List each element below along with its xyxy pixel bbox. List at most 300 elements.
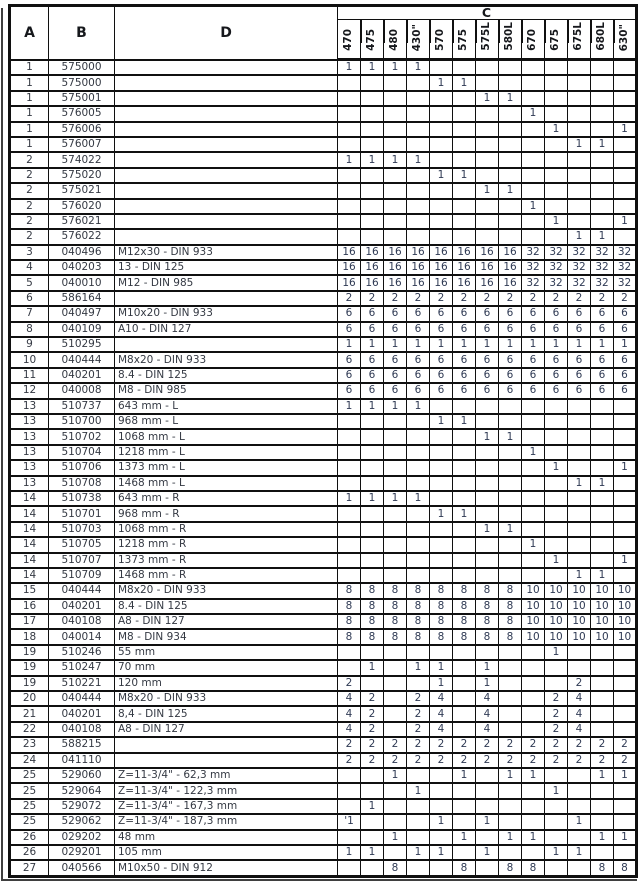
cell-qty-580L [499,106,522,121]
model-column-label: 570 [434,29,447,51]
cell-qty-430in: 16 [407,260,430,275]
cell-qty-470 [338,445,361,460]
cell-qty-630in [614,445,637,460]
cell-qty-575L: 4 [476,706,499,721]
cell-qty-575L: 8 [476,614,499,629]
cell-qty-675L: 10 [568,614,591,629]
cell-position: 13 [10,414,49,429]
cell-qty-680L [591,75,614,90]
cell-qty-575 [453,445,476,460]
cell-qty-570: 6 [430,383,453,398]
table-row [10,799,637,814]
model-column-header [453,20,476,60]
cell-qty-470: 4 [338,706,361,721]
cell-qty-630in [614,799,637,814]
cell-qty-630in: 32 [614,275,637,290]
cell-qty-475 [361,768,384,783]
cell-qty-575 [453,152,476,167]
cell-qty-470 [338,645,361,660]
cell-qty-675L: 2 [568,737,591,752]
cell-qty-480 [384,229,407,244]
cell-qty-480 [384,429,407,444]
cell-qty-430in: 2 [407,722,430,737]
cell-qty-680L [591,106,614,121]
cell-description [115,214,338,229]
cell-qty-680L [591,722,614,737]
cell-qty-630in [614,91,637,106]
cell-description [115,753,338,768]
cell-qty-670 [522,799,545,814]
cell-qty-670 [522,60,545,76]
cell-qty-680L [591,399,614,414]
cell-qty-575: 1 [453,506,476,521]
cell-qty-575L [476,830,499,845]
cell-qty-670: 1 [522,537,545,552]
model-column-label: 430" [411,23,424,51]
cell-qty-430in: 2 [407,691,430,706]
cell-qty-575: 6 [453,352,476,367]
cell-qty-680L [591,60,614,76]
cell-qty-630in [614,429,637,444]
cell-qty-575 [453,491,476,506]
cell-qty-675: 1 [545,783,568,798]
cell-qty-575L: 8 [476,599,499,614]
table-row [10,183,637,198]
cell-position: 11 [10,368,49,383]
cell-qty-670: 6 [522,368,545,383]
table-row [10,168,637,183]
cell-qty-475 [361,460,384,475]
cell-qty-675 [545,491,568,506]
cell-qty-675 [545,660,568,675]
cell-qty-680L: 6 [591,368,614,383]
cell-qty-480: 2 [384,737,407,752]
cell-qty-675L [568,553,591,568]
cell-qty-475: 1 [361,799,384,814]
cell-qty-480 [384,568,407,583]
cell-qty-430in [407,522,430,537]
cell-qty-630in [614,152,637,167]
cell-qty-470 [338,460,361,475]
cell-qty-430in: 2 [407,706,430,721]
model-column-label: 680L [595,22,608,51]
cell-description: 8.4 - DIN 125 [115,599,338,614]
cell-qty-470: 1 [338,152,361,167]
cell-description: 1218 mm - R [115,537,338,552]
cell-qty-675L [568,768,591,783]
cell-qty-575L [476,553,499,568]
cell-qty-430in: 1 [407,783,430,798]
table-row [10,260,637,275]
cell-qty-630in [614,414,637,429]
cell-qty-670: 1 [522,830,545,845]
cell-qty-670: 2 [522,737,545,752]
cell-qty-570: 6 [430,322,453,337]
cell-qty-680L: 1 [591,137,614,152]
model-column-header [430,20,453,60]
cell-qty-575: 16 [453,260,476,275]
cell-position: 18 [10,629,49,644]
cell-part-number: 576006 [49,122,115,137]
cell-qty-675L [568,183,591,198]
cell-qty-675L [568,506,591,521]
cell-qty-570: 6 [430,368,453,383]
cell-qty-470: 6 [338,322,361,337]
cell-qty-575L [476,783,499,798]
cell-qty-675: 6 [545,383,568,398]
cell-qty-470 [338,414,361,429]
cell-position: 13 [10,476,49,491]
cell-qty-630in [614,645,637,660]
cell-qty-675: 6 [545,352,568,367]
cell-qty-480 [384,214,407,229]
cell-qty-475: 16 [361,260,384,275]
cell-qty-430in [407,645,430,660]
cell-qty-630in [614,814,637,829]
cell-description [115,152,338,167]
cell-qty-575L [476,137,499,152]
cell-qty-480 [384,660,407,675]
cell-part-number: 040010 [49,275,115,290]
cell-qty-670 [522,476,545,491]
cell-qty-670: 6 [522,383,545,398]
cell-qty-430in [407,122,430,137]
cell-description [115,229,338,244]
cell-qty-480: 1 [384,491,407,506]
cell-qty-430in [407,860,430,876]
cell-position: 1 [10,60,49,76]
cell-qty-675L: 1 [568,337,591,352]
cell-position: 25 [10,799,49,814]
cell-qty-680L [591,706,614,721]
cell-qty-430in: 8 [407,614,430,629]
model-column-label: 480 [388,29,401,51]
cell-position: 21 [10,706,49,721]
cell-position: 14 [10,568,49,583]
cell-qty-630in: 6 [614,368,637,383]
cell-qty-470 [338,214,361,229]
table-row [10,691,637,706]
cell-qty-680L: 2 [591,753,614,768]
cell-part-number: 040444 [49,691,115,706]
cell-qty-575L: 2 [476,737,499,752]
cell-qty-675 [545,199,568,214]
model-column-header [499,20,522,60]
cell-qty-475: 1 [361,337,384,352]
cell-qty-475 [361,414,384,429]
cell-qty-670: 10 [522,583,545,598]
cell-qty-675: 1 [545,845,568,860]
cell-qty-475 [361,860,384,876]
model-column-label: 630" [618,23,630,51]
cell-qty-430in [407,799,430,814]
cell-qty-630in [614,845,637,860]
cell-qty-470 [338,429,361,444]
cell-qty-475 [361,568,384,583]
cell-qty-670: 32 [522,260,545,275]
cell-qty-675 [545,476,568,491]
cell-part-number: 510246 [49,645,115,660]
cell-qty-675: 10 [545,599,568,614]
table-row [10,753,637,768]
cell-description: M10x50 - DIN 912 [115,860,338,876]
cell-position: 1 [10,122,49,137]
table-row [10,368,637,383]
cell-qty-575: 2 [453,737,476,752]
cell-qty-675: 6 [545,306,568,321]
cell-qty-480: 1 [384,60,407,76]
cell-position: 5 [10,275,49,290]
cell-description: Z=11-3/4" - 62,3 mm [115,768,338,783]
table-row [10,660,637,675]
cell-qty-675 [545,445,568,460]
cell-qty-580L: 1 [499,768,522,783]
cell-qty-430in [407,429,430,444]
cell-description: M8 - DIN 985 [115,383,338,398]
cell-qty-575: 8 [453,583,476,598]
cell-qty-430in [407,506,430,521]
cell-position: 2 [10,214,49,229]
cell-qty-670 [522,522,545,537]
model-column-header [361,20,384,60]
cell-qty-630in: 1 [614,122,637,137]
cell-description: A10 - DIN 127 [115,322,338,337]
cell-qty-675L [568,414,591,429]
cell-qty-575L: 6 [476,352,499,367]
cell-description: 70 mm [115,660,338,675]
cell-qty-680L: 1 [591,476,614,491]
cell-qty-580L: 6 [499,322,522,337]
cell-qty-470: 2 [338,676,361,691]
cell-qty-680L: 1 [591,568,614,583]
cell-qty-430in [407,553,430,568]
cell-qty-570 [430,214,453,229]
cell-qty-470: 4 [338,691,361,706]
cell-qty-580L [499,137,522,152]
cell-qty-675 [545,60,568,76]
cell-qty-480 [384,706,407,721]
cell-qty-675 [545,399,568,414]
cell-qty-630in: 6 [614,352,637,367]
cell-qty-575L: 4 [476,722,499,737]
cell-qty-675L: 32 [568,245,591,260]
cell-qty-480 [384,183,407,198]
cell-qty-675 [545,830,568,845]
cell-qty-480 [384,199,407,214]
cell-qty-675: 10 [545,629,568,644]
cell-qty-430in: 1 [407,60,430,76]
cell-qty-475 [361,183,384,198]
cell-qty-675 [545,676,568,691]
cell-qty-670: 1 [522,445,545,460]
cell-qty-580L: 16 [499,260,522,275]
cell-qty-580L [499,122,522,137]
cell-qty-680L [591,691,614,706]
cell-position: 26 [10,845,49,860]
cell-part-number: 510703 [49,522,115,537]
cell-qty-480: 6 [384,383,407,398]
cell-qty-675: 6 [545,322,568,337]
cell-qty-480: 8 [384,860,407,876]
cell-position: 13 [10,399,49,414]
model-column-header [591,20,614,60]
cell-qty-570 [430,645,453,660]
cell-qty-430in: 6 [407,322,430,337]
cell-qty-575L: 6 [476,368,499,383]
table-row [10,522,637,537]
model-column-header [476,20,499,60]
table-header [10,6,637,60]
cell-position: 2 [10,168,49,183]
cell-qty-570 [430,491,453,506]
table-row [10,199,637,214]
table-row [10,122,637,137]
cell-part-number: 510737 [49,399,115,414]
cell-position: 2 [10,152,49,167]
cell-qty-430in: 16 [407,275,430,290]
cell-qty-570 [430,229,453,244]
cell-qty-570 [430,553,453,568]
cell-qty-630in: 6 [614,383,637,398]
table-row [10,75,637,90]
cell-qty-470 [338,768,361,783]
cell-qty-580L: 1 [499,337,522,352]
cell-qty-580L [499,75,522,90]
cell-qty-480 [384,553,407,568]
cell-qty-675 [545,75,568,90]
cell-position: 14 [10,553,49,568]
cell-qty-430in [407,414,430,429]
table-row [10,768,637,783]
cell-part-number: 575000 [49,60,115,76]
cell-qty-580L: 1 [499,830,522,845]
cell-part-number: 040566 [49,860,115,876]
cell-qty-480 [384,676,407,691]
cell-qty-580L: 8 [499,583,522,598]
cell-qty-430in [407,229,430,244]
cell-qty-570 [430,91,453,106]
cell-qty-670: 6 [522,352,545,367]
cell-qty-575L: 6 [476,383,499,398]
cell-qty-475 [361,91,384,106]
cell-qty-570 [430,106,453,121]
table-row [10,383,637,398]
cell-qty-570: 4 [430,691,453,706]
cell-qty-675L: 10 [568,583,591,598]
cell-qty-430in: 2 [407,753,430,768]
cell-qty-670 [522,429,545,444]
cell-qty-475 [361,783,384,798]
cell-qty-475: 1 [361,845,384,860]
cell-position: 24 [10,753,49,768]
cell-description: M8x20 - DIN 933 [115,691,338,706]
cell-qty-575L [476,414,499,429]
cell-qty-580L: 6 [499,306,522,321]
model-column-header [568,20,591,60]
cell-position: 12 [10,383,49,398]
cell-qty-430in: 1 [407,152,430,167]
cell-qty-670 [522,568,545,583]
cell-qty-675 [545,799,568,814]
cell-qty-430in: 1 [407,491,430,506]
cell-qty-675L [568,830,591,845]
table-row [10,460,637,475]
cell-qty-675 [545,106,568,121]
cell-qty-430in [407,214,430,229]
cell-qty-475 [361,229,384,244]
cell-qty-630in [614,106,637,121]
cell-qty-575L: 1 [476,429,499,444]
table-row [10,737,637,752]
cell-qty-475 [361,122,384,137]
cell-qty-675: 32 [545,245,568,260]
cell-qty-670 [522,676,545,691]
cell-description [115,199,338,214]
cell-qty-570: 1 [430,660,453,675]
cell-position: 13 [10,429,49,444]
cell-description: 1068 mm - L [115,429,338,444]
cell-qty-580L [499,660,522,675]
cell-qty-580L [499,476,522,491]
cell-qty-570: 1 [430,168,453,183]
cell-qty-430in [407,199,430,214]
cell-description: 8.4 - DIN 125 [115,368,338,383]
cell-qty-470: 6 [338,383,361,398]
cell-qty-675 [545,522,568,537]
cell-qty-580L [499,783,522,798]
cell-qty-670 [522,783,545,798]
cell-qty-680L [591,553,614,568]
cell-qty-475 [361,522,384,537]
cell-description: 1218 mm - L [115,445,338,460]
cell-qty-675L: 32 [568,275,591,290]
cell-qty-670: 32 [522,275,545,290]
table-row [10,245,637,260]
cell-qty-470 [338,830,361,845]
cell-qty-470 [338,75,361,90]
cell-qty-670 [522,645,545,660]
cell-qty-670 [522,75,545,90]
cell-qty-670: 1 [522,337,545,352]
cell-qty-580L [499,168,522,183]
cell-position: 1 [10,137,49,152]
cell-qty-675: 32 [545,260,568,275]
cell-qty-580L [499,152,522,167]
cell-qty-470 [338,229,361,244]
cell-part-number: 510706 [49,460,115,475]
cell-qty-470 [338,506,361,521]
cell-part-number: 510700 [49,414,115,429]
cell-qty-575L [476,106,499,121]
cell-qty-580L: 8 [499,614,522,629]
cell-qty-580L [499,706,522,721]
cell-qty-575L: 8 [476,583,499,598]
cell-part-number: 510707 [49,553,115,568]
cell-qty-570: 1 [430,506,453,521]
cell-part-number: 575001 [49,91,115,106]
cell-qty-470: 6 [338,352,361,367]
cell-qty-470 [338,476,361,491]
model-column-label: 475 [365,29,378,51]
cell-qty-475: 6 [361,368,384,383]
cell-qty-570: 2 [430,737,453,752]
cell-qty-430in: 2 [407,291,430,306]
cell-qty-575 [453,106,476,121]
cell-description: Z=11-3/4" - 187,3 mm [115,814,338,829]
cell-qty-670: 6 [522,322,545,337]
cell-description [115,337,338,352]
cell-qty-675L [568,91,591,106]
